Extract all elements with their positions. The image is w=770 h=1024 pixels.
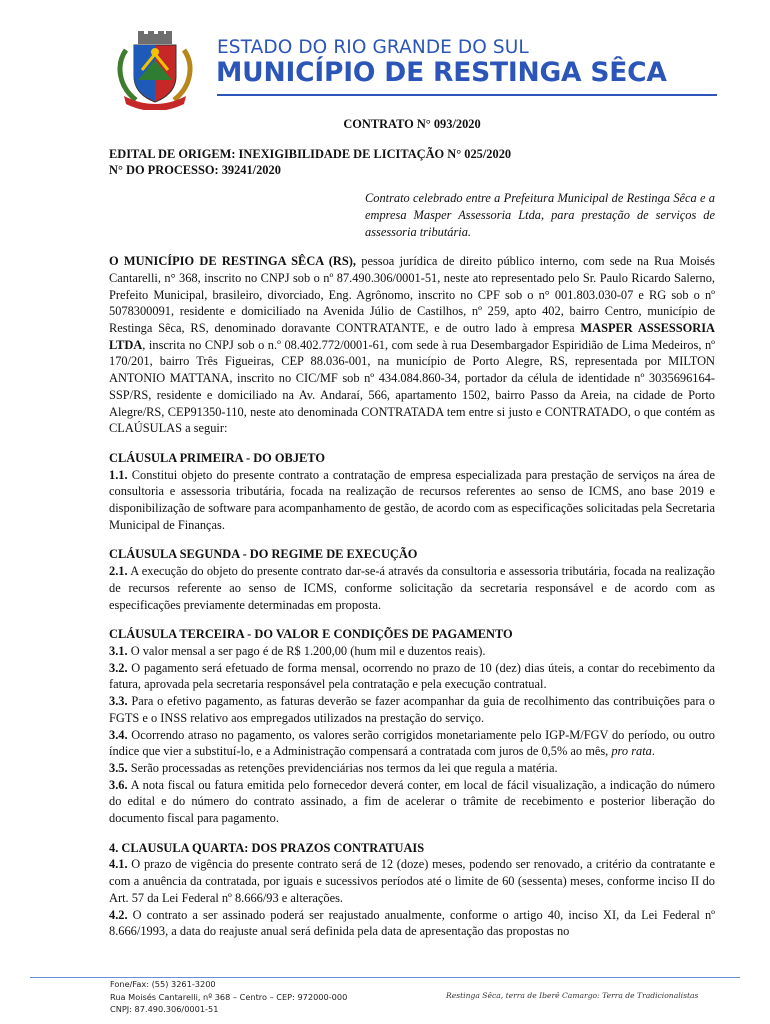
header-divider [217, 94, 717, 96]
clause-item-number: 3.6. [109, 777, 128, 792]
clause-item-number: 3.2. [109, 660, 128, 675]
clause-item-italic: pro rata [611, 744, 652, 759]
clause-item [109, 727, 715, 760]
municipal-coat-of-arms-icon [112, 30, 198, 110]
clause-item-number: 4.2. [109, 907, 128, 922]
parties-text-2: , inscrita no CNPJ sob o n.º 08.402.772/0001-61, com sede à rua Desembargador Espiridião de Lima Medeiros, nº 170/201, bairro Três Figueiras, CEP 88.036-001, na município de Porto Alegre, RS, representada por MILTON ANTONIO MATTANA, inscrito no CIC/MF sob nº 434.084.860-34, portador da célula de identidade nº 3035696164-SSP/RS, residente e domiciliado na Av. Andaraí, 566, apartamento 1502, bairro Passo da Areia, na cidade de Porto Alegre/RS, CEP91350-110, neste ato denominada CONTRATADA tem entre si justo e CONTRATADO, o que contém as CLAÚSULAS a seguir: [109, 337, 715, 436]
contract-summary: Contrato celebrado entre a Prefeitura Municipal de Restinga Sêca e a empresa Masper Assessoria Ltda, para prestação de serviços de assessoria tributária. [365, 191, 715, 239]
clause-item-text: Constitui objeto do presente contrato a contratação de empresa especializada para prestação de serviços na área de consultoria e assessoria tributária, focada na realização de recursos referentes ao senso de ICMS, ano base 2019 e disponibilização de software para acompanhamento de gestão, de acordo com as especificações solicitadas pela Secretaria Municipal de Finanças. [109, 467, 715, 532]
footer-phone: Fone/Fax: (55) 3261-3200 [110, 979, 216, 989]
clause-item [109, 660, 715, 693]
clause-item [109, 856, 715, 906]
municipality-name: MUNICÍPIO DE RESTINGA SÊCA [216, 57, 667, 88]
parties-paragraph [109, 253, 715, 437]
clause-heading: CLÁUSULA TERCEIRA - DO VALOR E CONDIÇÕES DE PAGAMENTO [109, 627, 513, 642]
clause-item [109, 907, 715, 940]
company-name: MASPER ASSESSORIA LTDA [109, 321, 715, 352]
clause-item [109, 693, 715, 726]
edital-origin: EDITAL DE ORIGEM: INEXIGIBILIDADE DE LICITAÇÃO N° 025/2020 [109, 146, 512, 161]
clause-item-number: 2.1. [109, 564, 128, 579]
clause-item-text: A execução do objeto do presente contrato dar-se-á através da consultoria e assessoria tributária, focada na realização de recursos referente ao senso de ICMS, conforme solicitação da secretaria responsável e de acordo com as especificações previamente determinadas em proposta. [109, 564, 715, 612]
clause-heading: CLÁUSULA PRIMEIRA - DO OBJETO [109, 450, 325, 465]
clause-heading: CLÁUSULA SEGUNDA - DO REGIME DE EXECUÇÃO [109, 547, 418, 562]
clause-item-number: 3.5. [109, 760, 128, 775]
contract-title: CONTRATO N° 093/2020 [343, 117, 481, 131]
clause-item-text: O valor mensal a ser pago é de R$ 1.200,00 (hum mil e duzentos reais). [127, 643, 486, 658]
clause-item [109, 467, 715, 534]
state-name: ESTADO DO RIO GRANDE DO SUL [217, 37, 529, 58]
contract-body [109, 116, 715, 940]
clause-item-text: O contrato a ser assinado poderá ser reajustado anualmente, conforme o artigo 40, inciso XI, da Lei Federal nº 8.666/1993, a data do reajuste anual será definida pela data de apresentação das propostas no [109, 907, 715, 939]
clause-item [109, 563, 715, 613]
letterhead [112, 30, 722, 105]
clause-item [109, 760, 715, 777]
footer-address: Rua Moisés Cantarelli, nº 368 – Centro – CEP: 972000-000 [110, 991, 348, 1002]
clause-item-text: A nota fiscal ou fatura emitida pelo fornecedor deverá conter, em local de fácil visualização, a indicação do número do edital e do número do contrato assinado, a fim de acelerar o trâmite de recebimento e posterior liberação do documento fiscal para pagamento. [109, 777, 715, 826]
municipality-lead: O MUNICÍPIO DE RESTINGA SÊCA (RS), [109, 254, 356, 269]
clause-item [109, 777, 715, 827]
clause-item-number: 1.1. [109, 467, 128, 482]
clause-item-tail: . [651, 744, 655, 759]
process-number: N° DO PROCESSO: 39241/2020 [109, 163, 281, 178]
clause-item-text: O prazo de vigência do presente contrato será de 12 (doze) meses, podendo ser renovado, a critério da contratante e com a anuência da contratada, por iguais e sucessivos períodos até o limite de 60 (sessenta) meses, conforme inciso II do Art. 57 da Lei Federal nº 8.666/93 e alterações. [109, 857, 715, 905]
clause-item-number: 3.4. [109, 727, 128, 742]
clause-item [109, 643, 715, 660]
footer-contact [110, 978, 347, 1016]
footer-motto: Restinga Sêca, terra de Iberê Camargo: Terra de Tradicionalistas [446, 991, 699, 1000]
clause-item-text: Ocorrendo atraso no pagamento, os valores serão corrigidos monetariamente pelo IGP-M/FGV do período, ou outro índice que vier a substituí-lo, e a Administração compensará a contratada com juros de 0,5% ao mês, [109, 727, 715, 759]
clause-item-number: 3.3. [109, 694, 128, 709]
clause-item-text: Serão processadas as retenções previdenciárias nos termos da lei que regula a matéria. [127, 760, 558, 775]
clause-heading: 4. CLAUSULA QUARTA: DOS PRAZOS CONTRATUAIS [109, 840, 425, 855]
clause-item-number: 3.1. [109, 643, 128, 658]
clause-item-number: 4.1. [109, 857, 128, 872]
parties-text-1: pessoa jurídica de direito público interno, com sede na Rua Moisés Cantarelli, n° 368, inscrito no CNPJ sob o nº 87.490.306/0001-51, neste ato representado pelo Sr. Paulo Ricardo Salerno, Prefeito Municipal, brasileiro, divorciado, Eng. Agrônomo, inscrito no CPF sob o n° 001.803.030-07 e RG sob o nº 5078300091, residente e domiciliado na Avenida Júlio de Castilhos, nº 259, apto 402, bairro Centro, município de Restinga Sêca, RS, denominado doravante CONTRATANTE, e de outro lado à empresa [109, 254, 715, 336]
clause-item-text: O pagamento será efetuado de forma mensal, ocorrendo no prazo de 10 (dez) dias úteis, a contar do recebimento da fatura, aprovada pela secretaria responsável pela contratação e pela execução contratual. [109, 660, 715, 692]
footer-cnpj: CNPJ: 87.490.306/0001-51 [110, 1004, 219, 1015]
clause-item-text: Para o efetivo pagamento, as faturas deverão se fazer acompanhar da guia de recolhimento das contribuições para o FGTS e o INSS relativo aos empregados utilizados na prestação do serviço. [109, 694, 715, 725]
